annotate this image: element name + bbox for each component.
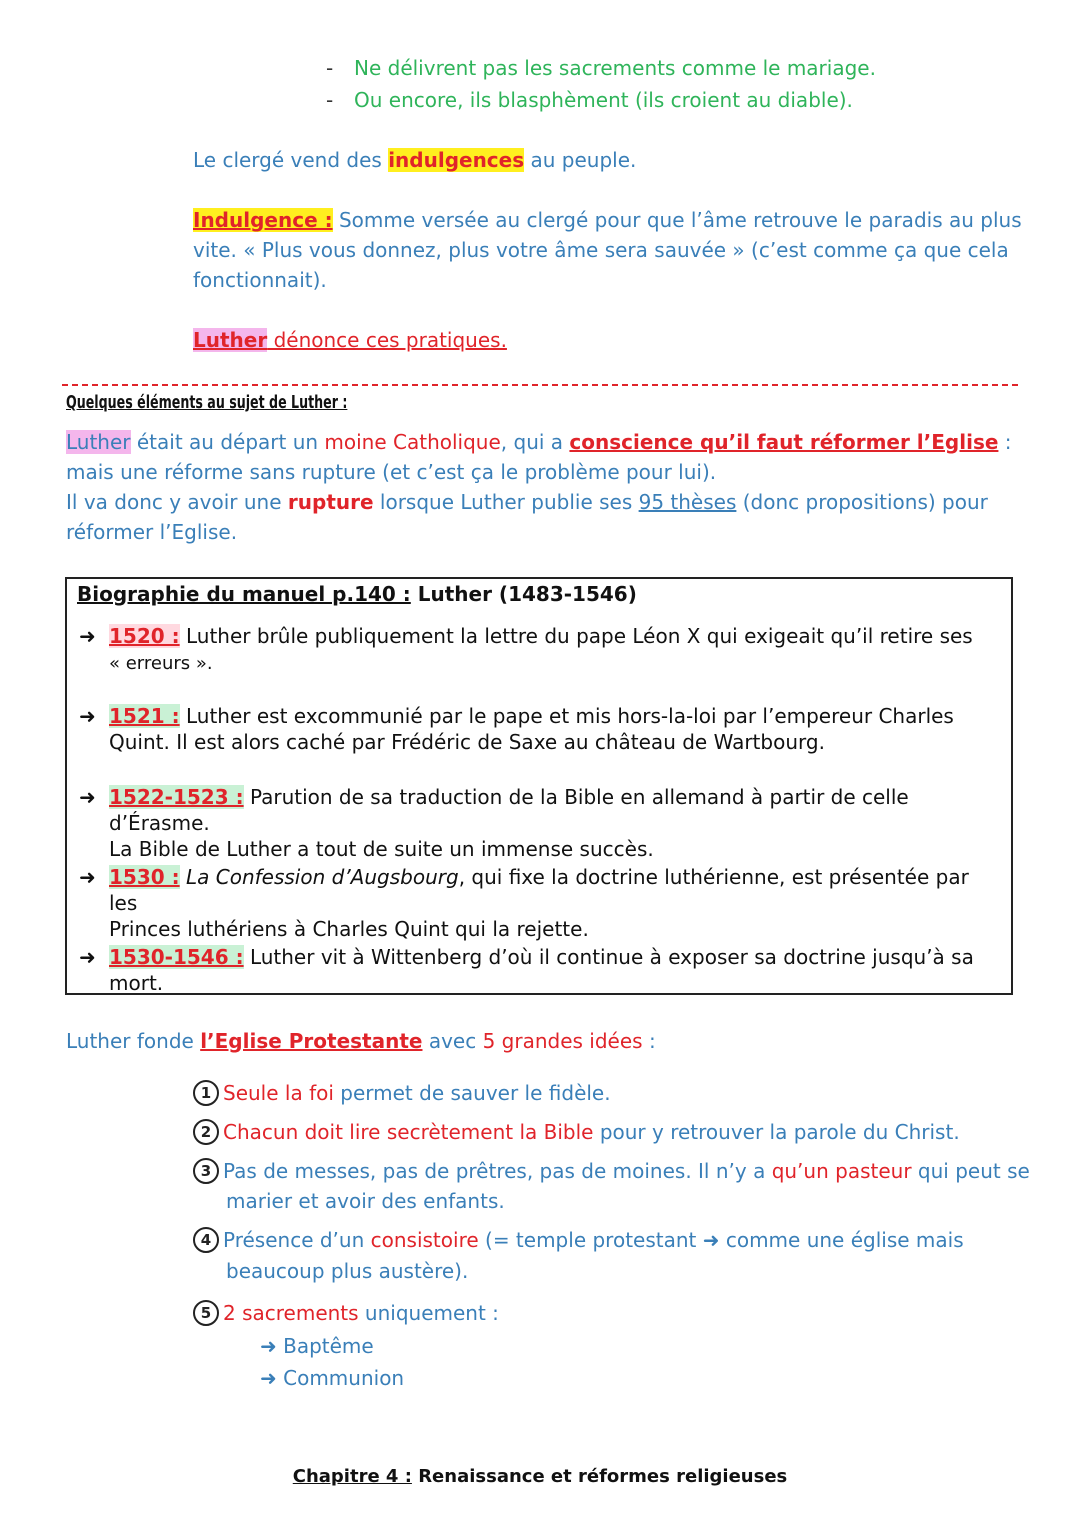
idea-item-cont: marier et avoir des enfants.	[226, 1189, 505, 1213]
dash-marker: -	[326, 88, 334, 112]
intro-line: réformer l’Eglise.	[66, 520, 238, 544]
sacrement-item: ➜ Communion	[260, 1366, 405, 1390]
sacrement-item: ➜ Baptême	[260, 1334, 374, 1358]
fonde-line: Luther fonde l’Eglise Protestante avec 5 grandes idées :	[66, 1029, 656, 1053]
bullet-item: - Ne délivrent pas les sacrements comme le mariage.	[326, 53, 876, 83]
indulgence-term: Indulgence :	[193, 208, 333, 232]
indulgence-line: vite. « Plus vous donnez, plus votre âme sera sauvée » (c’est comme ça que cela	[193, 238, 1009, 262]
intro-line: mais une réforme sans rupture (et c’est ça le problème pour lui).	[66, 460, 717, 484]
dash-marker: -	[326, 56, 334, 80]
arrow-icon: ➜	[79, 785, 96, 809]
indulgence-line: fonctionnait).	[193, 268, 327, 292]
arrow-icon: ➜	[79, 945, 96, 969]
indulgence-definition: Indulgence : Somme versée au clergé pour que l’âme retrouve le paradis au plus	[193, 208, 1022, 232]
intro-line: Luther était au départ un moine Catholique, qui a conscience qu’il faut réformer l’Eglise :	[66, 430, 1012, 454]
number-circle-icon: 4	[193, 1227, 219, 1253]
bio-date: 1520 :	[109, 624, 180, 648]
idea-item: 1 Seule la foi permet de sauver le fidèle.	[193, 1078, 611, 1108]
intro-line: Il va donc y avoir une rupture lorsque Luther publie ses 95 thèses (donc propositions) pour	[66, 490, 988, 514]
idea-item: 4 Présence d’un consistoire (= temple protestant ➜ comme une église mais	[193, 1225, 964, 1255]
luther-name: Luther	[193, 328, 268, 352]
arrow-icon: ➜	[79, 704, 96, 728]
luther-denonce: Luther dénonce ces pratiques.	[193, 328, 507, 352]
page-footer: Chapitre 4 : Renaissance et réformes religieuses	[292, 1466, 788, 1487]
clerge-line: Le clergé vend des indulgences au peuple.	[193, 148, 637, 172]
idea-item-cont: beaucoup plus austère).	[226, 1259, 469, 1283]
number-circle-icon: 1	[193, 1080, 219, 1106]
bio-date: 1530 :	[109, 865, 180, 889]
idea-item: 3 Pas de messes, pas de prêtres, pas de moines. Il n’y a qu’un pasteur qui peut se	[193, 1156, 1030, 1186]
bio-date: 1521 :	[109, 704, 180, 728]
number-circle-icon: 2	[193, 1119, 219, 1145]
bio-date: 1530-1546 :	[109, 945, 244, 969]
indulgences-highlight: indulgences	[388, 148, 525, 172]
bio-date: 1522-1523 :	[109, 785, 244, 809]
number-circle-icon: 3	[193, 1158, 219, 1184]
bullet-item: - Ou encore, ils blasphèment (ils croient au diable).	[326, 85, 853, 115]
idea-item: 2 Chacun doit lire secrètement la Bible pour y retrouver la parole du Christ.	[193, 1117, 960, 1147]
idea-item: 5 2 sacrements uniquement :	[193, 1298, 499, 1328]
arrow-icon: ➜	[79, 624, 96, 648]
section-heading: Quelques éléments au sujet de Luther :	[66, 392, 348, 413]
biography-title: Biographie du manuel p.140 : Luther (1483-1546)	[77, 582, 637, 606]
biography-box: Biographie du manuel p.140 : Luther (1483-1546) ➜ 1520 : Luther brûle publiquement la lettre du pape Léon X qui exigeait qu’il retire ses « erreurs ». ➜ 1521 : Luther est excommunié par le pape et mis hors-la-loi par l’empereur Charles Quint. Il est alors caché par Frédéric de Saxe au château de Wartbourg. ➜ 1522-1523 : Parution de sa traduction de la Bible en allemand à partir de celle d’Érasme. La Bible de Luther a tout de suite un immense succès. ➜ 1530 : La Confession d’Augsbourg, qui fixe la doctrine luthérienne, est présentée par les Princes luthériens à Charles Quint qui la rejette. ➜ 1530-1546 : Luther vit à Wittenberg d’où il continue à exposer sa doctrine jusqu’à sa mort.	[65, 577, 1013, 995]
number-circle-icon: 5	[193, 1300, 219, 1326]
arrow-icon: ➜	[79, 865, 96, 889]
section-divider	[62, 384, 1018, 386]
